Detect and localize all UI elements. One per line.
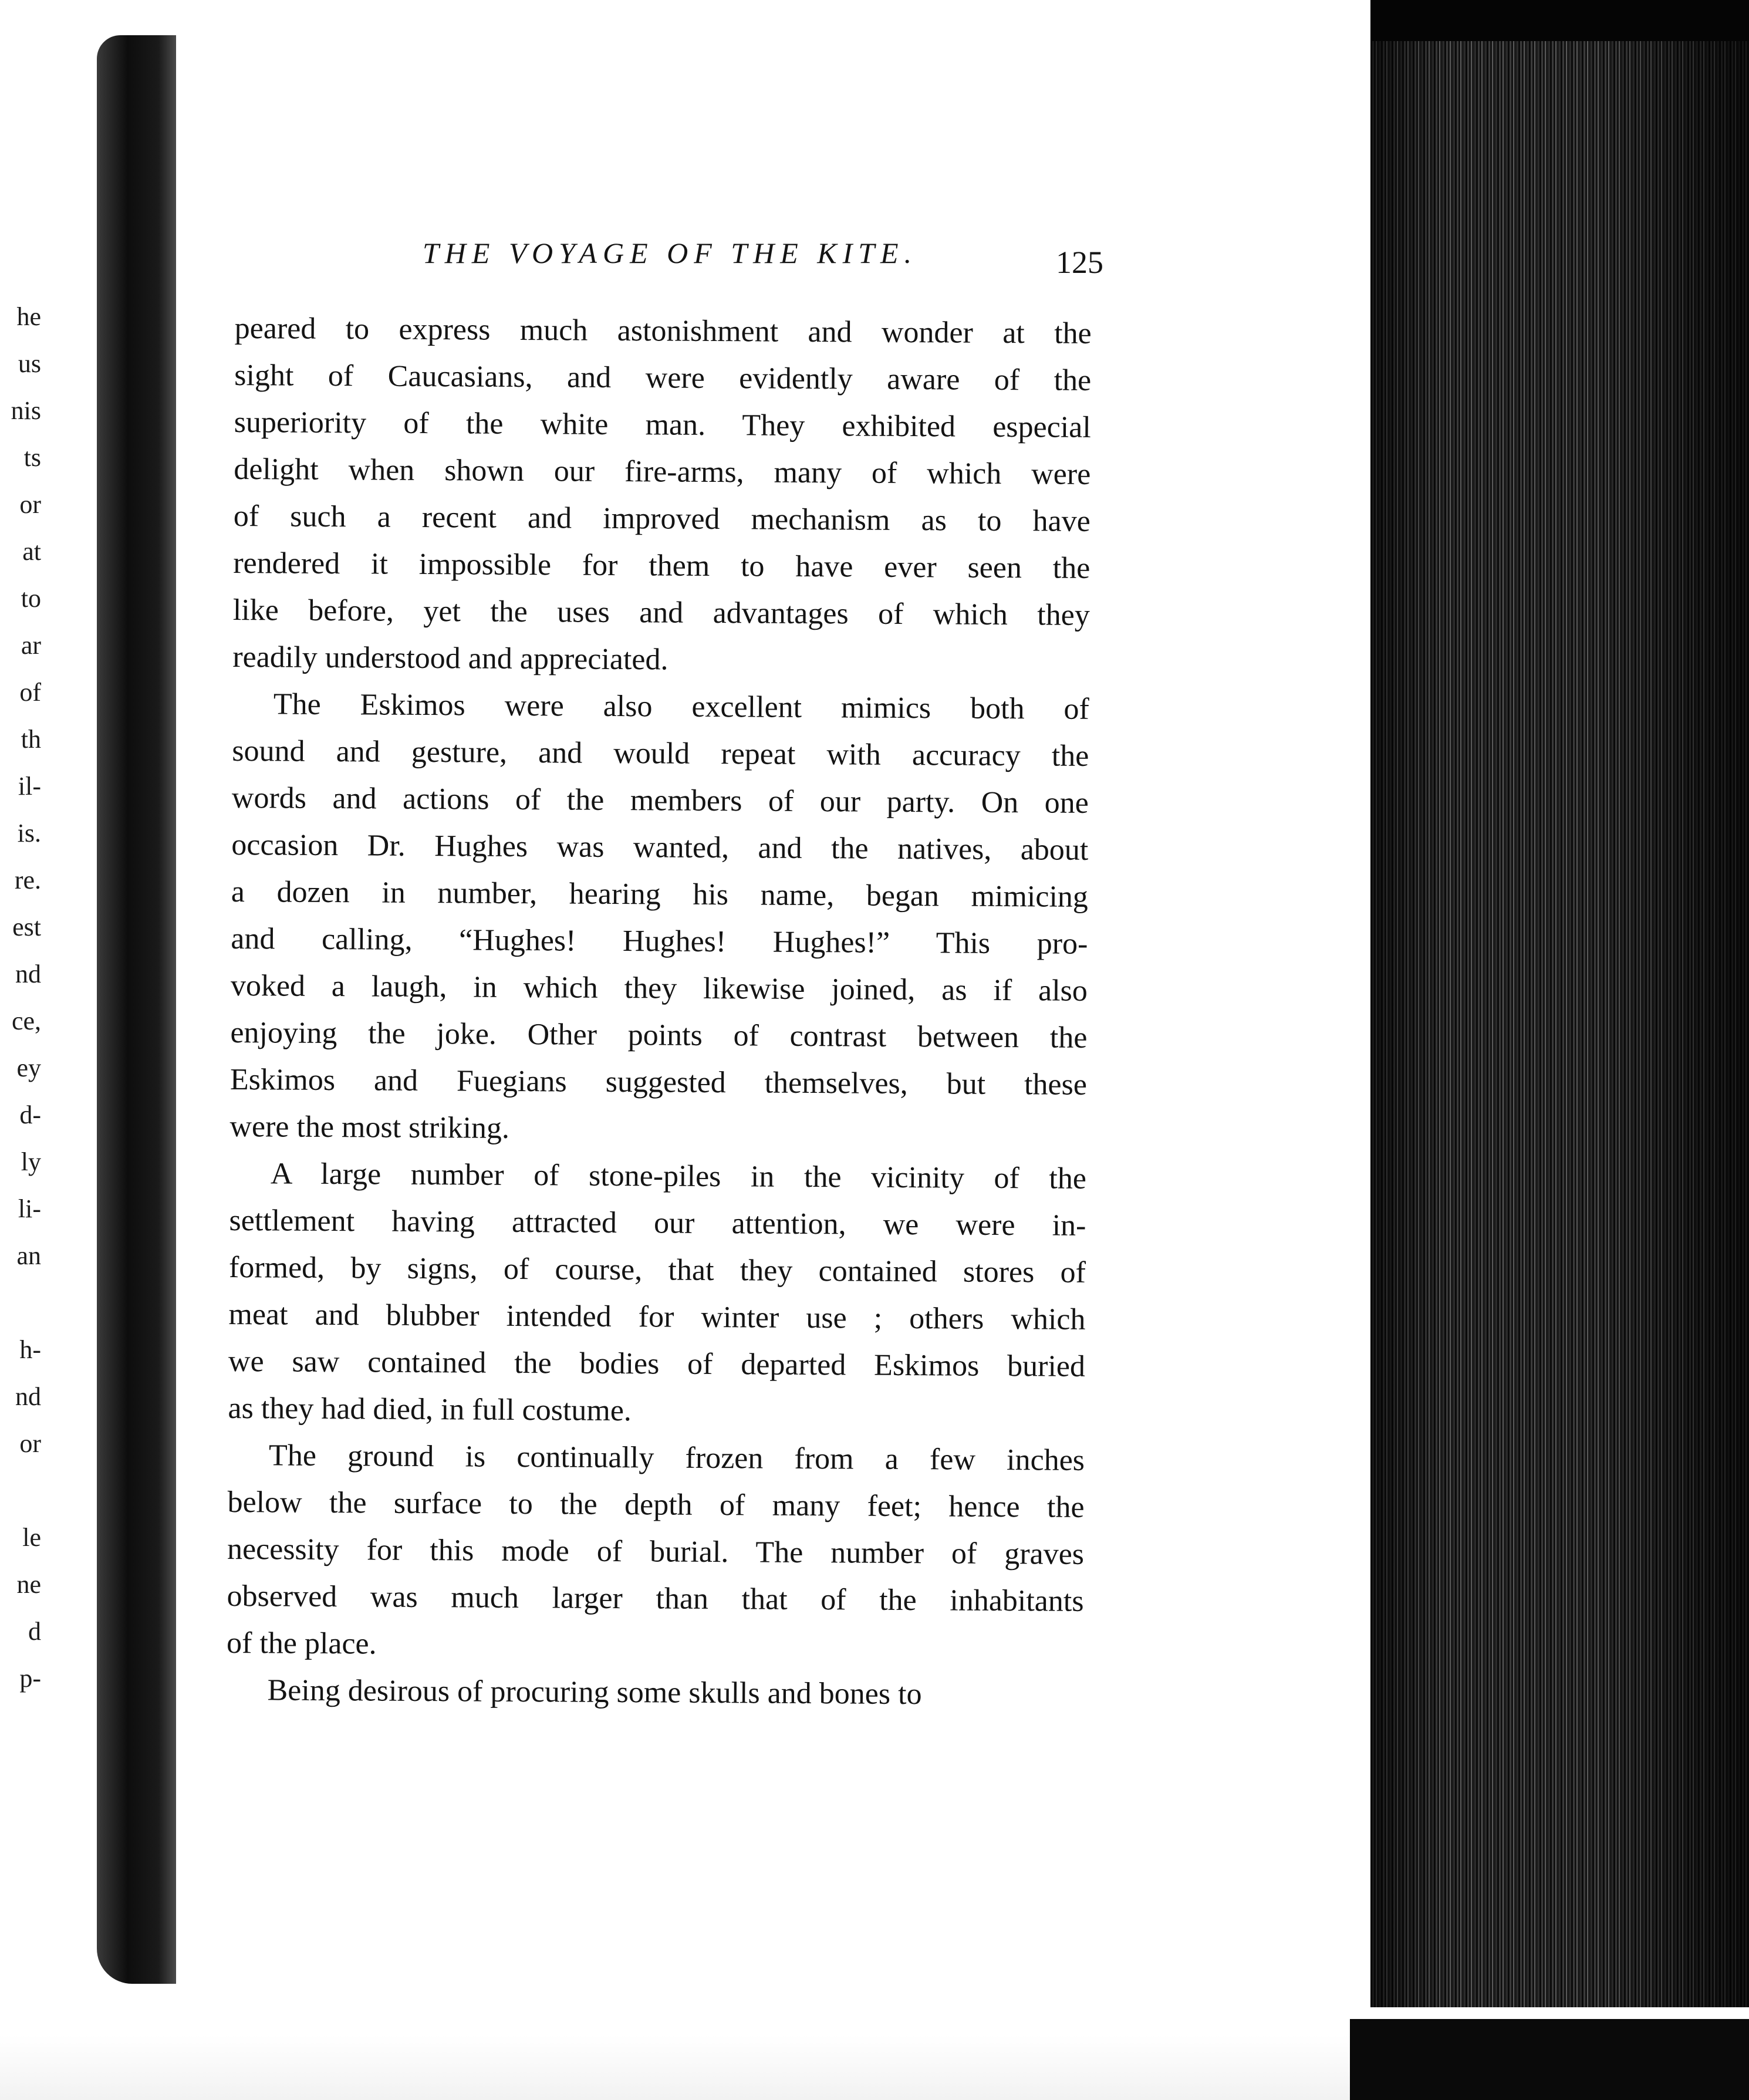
book-gutter	[97, 35, 185, 1984]
text-line: Eskimos and Fuegians suggested themselves, but these	[229, 1062, 1088, 1102]
body-text	[226, 305, 1092, 1719]
text-line: occasion Dr. Hughes was wanted, and the natives, about	[231, 828, 1089, 867]
left-fragment: ly	[21, 1147, 41, 1176]
page-edges	[1370, 41, 1749, 2066]
text-line: delight when shown our fire-arms, many of which were	[234, 452, 1091, 491]
text-line: meat and blubber intended for winter use ; others which	[228, 1297, 1086, 1336]
text-line: enjoying the joke. Other points of contrast between the	[230, 1015, 1088, 1055]
left-fragment	[0, 1279, 41, 1326]
paragraph	[226, 1667, 1083, 1719]
paragraph	[227, 1432, 1085, 1672]
text-line: sight of Caucasians, and were evidently aware of the	[234, 358, 1092, 397]
text-line: a dozen in number, hearing his name, began mimicing	[231, 875, 1089, 914]
page-number: 125	[1056, 245, 1103, 280]
left-fragment: ne	[16, 1570, 41, 1599]
left-fragment: il-	[18, 772, 41, 801]
left-fragment: nd	[15, 1382, 41, 1411]
left-fragment: d-	[19, 1100, 41, 1129]
left-fragment: li-	[18, 1194, 41, 1223]
text-line: observed was much larger than that of the inhabitants	[227, 1579, 1084, 1618]
left-fragment: us	[18, 349, 41, 378]
text-line: The ground is continually frozen from a few inches	[268, 1439, 1085, 1477]
left-fragment	[0, 1467, 41, 1514]
left-fragment: or	[19, 1429, 41, 1458]
text-line: voked a laugh, in which they likewise joined, as if also	[230, 968, 1088, 1008]
running-head	[241, 232, 1103, 280]
left-fragment: ts	[23, 443, 41, 472]
left-fragment: at	[22, 537, 41, 566]
left-fragment: p-	[19, 1664, 41, 1693]
text-line: as they had died, in full costume.	[228, 1391, 632, 1428]
left-fragment: is.	[17, 819, 41, 848]
paragraph	[232, 305, 1092, 686]
left-fragment: h-	[19, 1335, 41, 1364]
left-fragment: of	[19, 678, 41, 707]
text-line: peared to express much astonishment and wonder at the	[234, 311, 1092, 350]
text-line: words and actions of the members of our party. On one	[231, 781, 1089, 820]
text-line: rendered it impossible for them to have ever seen the	[233, 546, 1090, 585]
text-line: A large number of stone-piles in the vicinity of the	[270, 1157, 1087, 1196]
text-line: we saw contained the bodies of departed Eskimos buried	[228, 1344, 1086, 1383]
text-line: like before, yet the uses and advantages of which they	[232, 593, 1090, 632]
paragraph	[229, 681, 1089, 1156]
text-line: necessity for this mode of burial. The number of graves	[227, 1532, 1085, 1571]
left-fragment: he	[16, 302, 41, 331]
text-line: of the place.	[226, 1626, 377, 1661]
paragraph	[228, 1150, 1086, 1437]
text-line: The Eskimos were also excellent mimics both of	[273, 687, 1089, 726]
text-line: sound and gesture, and would repeat with accuracy the	[232, 734, 1089, 773]
left-fragment: nis	[11, 396, 41, 425]
left-fragment: re.	[14, 866, 41, 894]
left-fragment: to	[21, 584, 41, 613]
left-fragment: ey	[16, 1054, 41, 1082]
left-fragment: est	[12, 913, 41, 941]
left-fragment: an	[16, 1241, 41, 1270]
left-page-text-fragments	[0, 293, 41, 1702]
text-line: of such a recent and improved mechanism as to have	[233, 499, 1090, 538]
bottom-shadow	[1350, 2019, 1749, 2100]
text-line: and calling, “Hughes! Hughes! Hughes!” This pro-	[231, 921, 1088, 961]
left-fragment: ce,	[11, 1007, 41, 1035]
left-fragment: ar	[21, 631, 41, 660]
text-line: below the surface to the depth of many feet; hence the	[227, 1485, 1085, 1524]
left-fragment: nd	[15, 960, 41, 988]
left-fragment: th	[21, 725, 41, 754]
text-line: were the most striking.	[229, 1109, 510, 1145]
left-fragment: le	[22, 1523, 41, 1552]
left-fragment: or	[19, 490, 41, 519]
text-line: superiority of the white man. They exhibited especial	[234, 405, 1091, 444]
text-line: Being desirous of procuring some skulls and bones to	[267, 1673, 922, 1711]
left-fragment: d	[28, 1617, 41, 1646]
text-line: readily understood and appreciated.	[232, 640, 668, 677]
text-line: settlement having attracted our attention, we were in-	[229, 1203, 1086, 1243]
text-line: formed, by signs, of course, that they contained stores of	[228, 1250, 1086, 1289]
running-title: THE VOYAGE OF THE KITE.	[423, 237, 918, 269]
